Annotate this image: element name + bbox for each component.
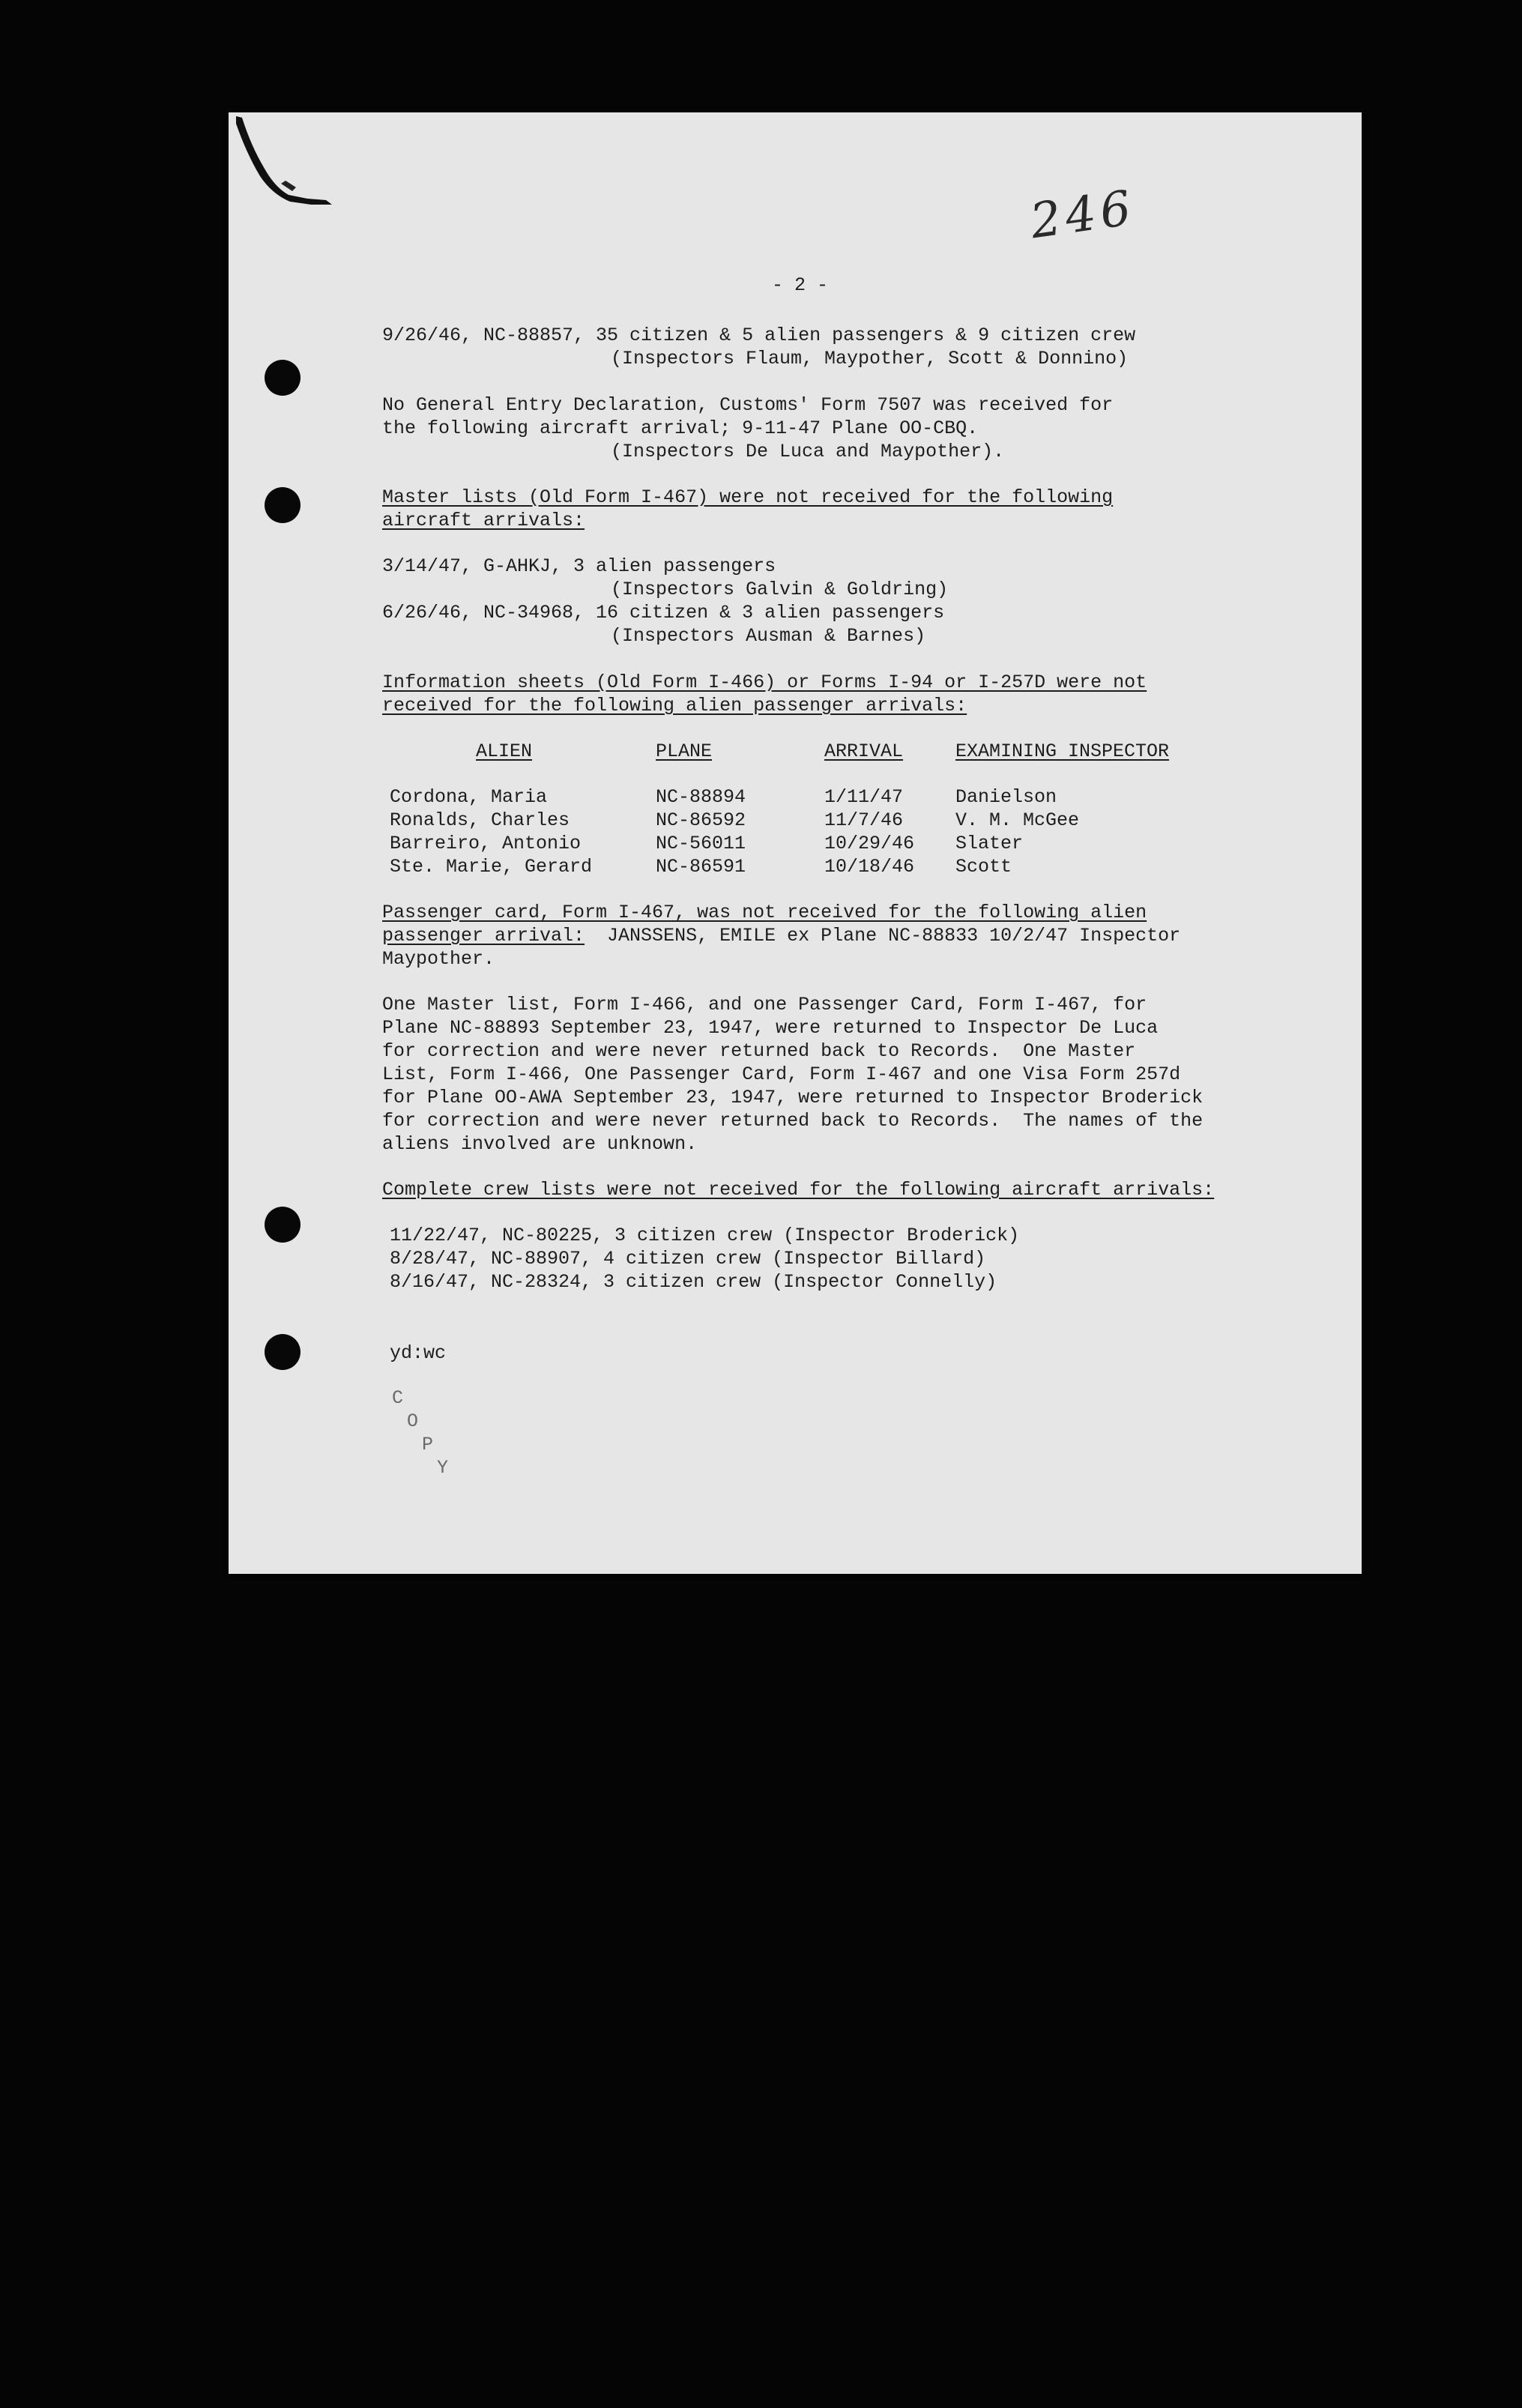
binder-hole (265, 1207, 301, 1243)
crew-lists-heading: Complete crew lists were not received for the following aircraft arrivals: (382, 1179, 1215, 1201)
document-page (229, 112, 1362, 1574)
table-cell: NC-86591 (656, 856, 746, 878)
paragraph-line: aliens involved are unknown. (382, 1133, 698, 1155)
info-sheets-heading: received for the following alien passenger arrivals: (382, 695, 967, 716)
paragraph-line: for correction and were never returned back to Records. The names of the (382, 1110, 1204, 1132)
crew-list-row: 11/22/47, NC-80225, 3 citizen crew (Inspector Broderick) (390, 1225, 1020, 1246)
master-list-row: (Inspectors Ausman & Barnes) (611, 625, 926, 647)
passenger-card-line (382, 924, 1180, 947)
binder-hole (265, 360, 301, 396)
passenger-card-heading-end: passenger arrival: (382, 925, 585, 947)
copy-letter: P (422, 1434, 434, 1455)
copy-letter: O (407, 1410, 419, 1432)
paragraph-line: Plane NC-88893 September 23, 1947, were returned to Inspector De Luca (382, 1017, 1159, 1039)
copy-letter: C (392, 1387, 404, 1409)
no-entry-line: the following aircraft arrival; 9-11-47 Plane OO-CBQ. (382, 417, 979, 439)
typist-initials: yd:wc (390, 1342, 447, 1364)
paragraph-line: List, Form I-466, One Passenger Card, Form I-467 and one Visa Form 257d (382, 1063, 1181, 1085)
master-lists-heading: Master lists (Old Form I-467) were not received for the following (382, 486, 1114, 508)
column-header-alien: ALIEN (476, 740, 533, 762)
paragraph-line: One Master list, Form I-466, and one Passenger Card, Form I-467, for (382, 994, 1147, 1016)
master-lists-heading: aircraft arrivals: (382, 510, 585, 531)
master-list-row: 6/26/46, NC-34968, 16 citizen & 3 alien passengers (382, 602, 945, 624)
master-list-row: 3/14/47, G-AHKJ, 3 alien passengers (382, 555, 776, 577)
table-cell: Ste. Marie, Gerard (390, 856, 593, 878)
table-cell: V. M. McGee (955, 809, 1080, 831)
handwritten-note: 246 (1027, 180, 1139, 250)
entry-line: (Inspectors Flaum, Maypother, Scott & Donnino) (611, 348, 1129, 369)
table-cell: NC-56011 (656, 833, 746, 854)
crew-list-row: 8/16/47, NC-28324, 3 citizen crew (Inspector Connelly) (390, 1271, 997, 1293)
table-cell: Scott (955, 856, 1012, 878)
master-list-row: (Inspectors Galvin & Goldring) (611, 579, 949, 600)
binder-hole (265, 1334, 301, 1370)
no-entry-line: (Inspectors De Luca and Maypother). (611, 441, 1005, 462)
table-cell: 11/7/46 (824, 809, 904, 831)
binder-hole (265, 487, 301, 523)
column-header-inspector: EXAMINING INSPECTOR (955, 740, 1170, 762)
corner-tear-mark (236, 116, 356, 221)
copy-letter: Y (437, 1457, 449, 1479)
page-number: - 2 - (772, 274, 829, 296)
table-cell: Barreiro, Antonio (390, 833, 582, 854)
table-cell: Ronalds, Charles (390, 809, 570, 831)
table-cell: 10/18/46 (824, 856, 915, 878)
passenger-card-heading: Passenger card, Form I-467, was not received for the following alien (382, 902, 1147, 923)
column-header-plane: PLANE (656, 740, 713, 762)
entry-line: 9/26/46, NC-88857, 35 citizen & 5 alien passengers & 9 citizen crew (382, 325, 1136, 346)
table-cell: Cordona, Maria (390, 786, 548, 808)
passenger-card-detail: JANSSENS, EMILE ex Plane NC-88833 10/2/47 Inspector (585, 925, 1181, 947)
crew-list-row: 8/28/47, NC-88907, 4 citizen crew (Inspector Billard) (390, 1248, 986, 1270)
table-cell: 10/29/46 (824, 833, 915, 854)
info-sheets-heading: Information sheets (Old Form I-466) or Forms I-94 or I-257D were not (382, 672, 1147, 693)
table-cell: NC-86592 (656, 809, 746, 831)
paragraph-line: for correction and were never returned back to Records. One Master (382, 1040, 1136, 1062)
no-entry-line: No General Entry Declaration, Customs' Form 7507 was received for (382, 394, 1114, 416)
paragraph-line: for Plane OO-AWA September 23, 1947, were returned to Inspector Broderick (382, 1087, 1204, 1108)
table-cell: Danielson (955, 786, 1057, 808)
table-cell: NC-88894 (656, 786, 746, 808)
column-header-arrival: ARRIVAL (824, 740, 904, 762)
table-cell: Slater (955, 833, 1024, 854)
table-cell: 1/11/47 (824, 786, 904, 808)
passenger-card-line: Maypother. (382, 948, 495, 970)
